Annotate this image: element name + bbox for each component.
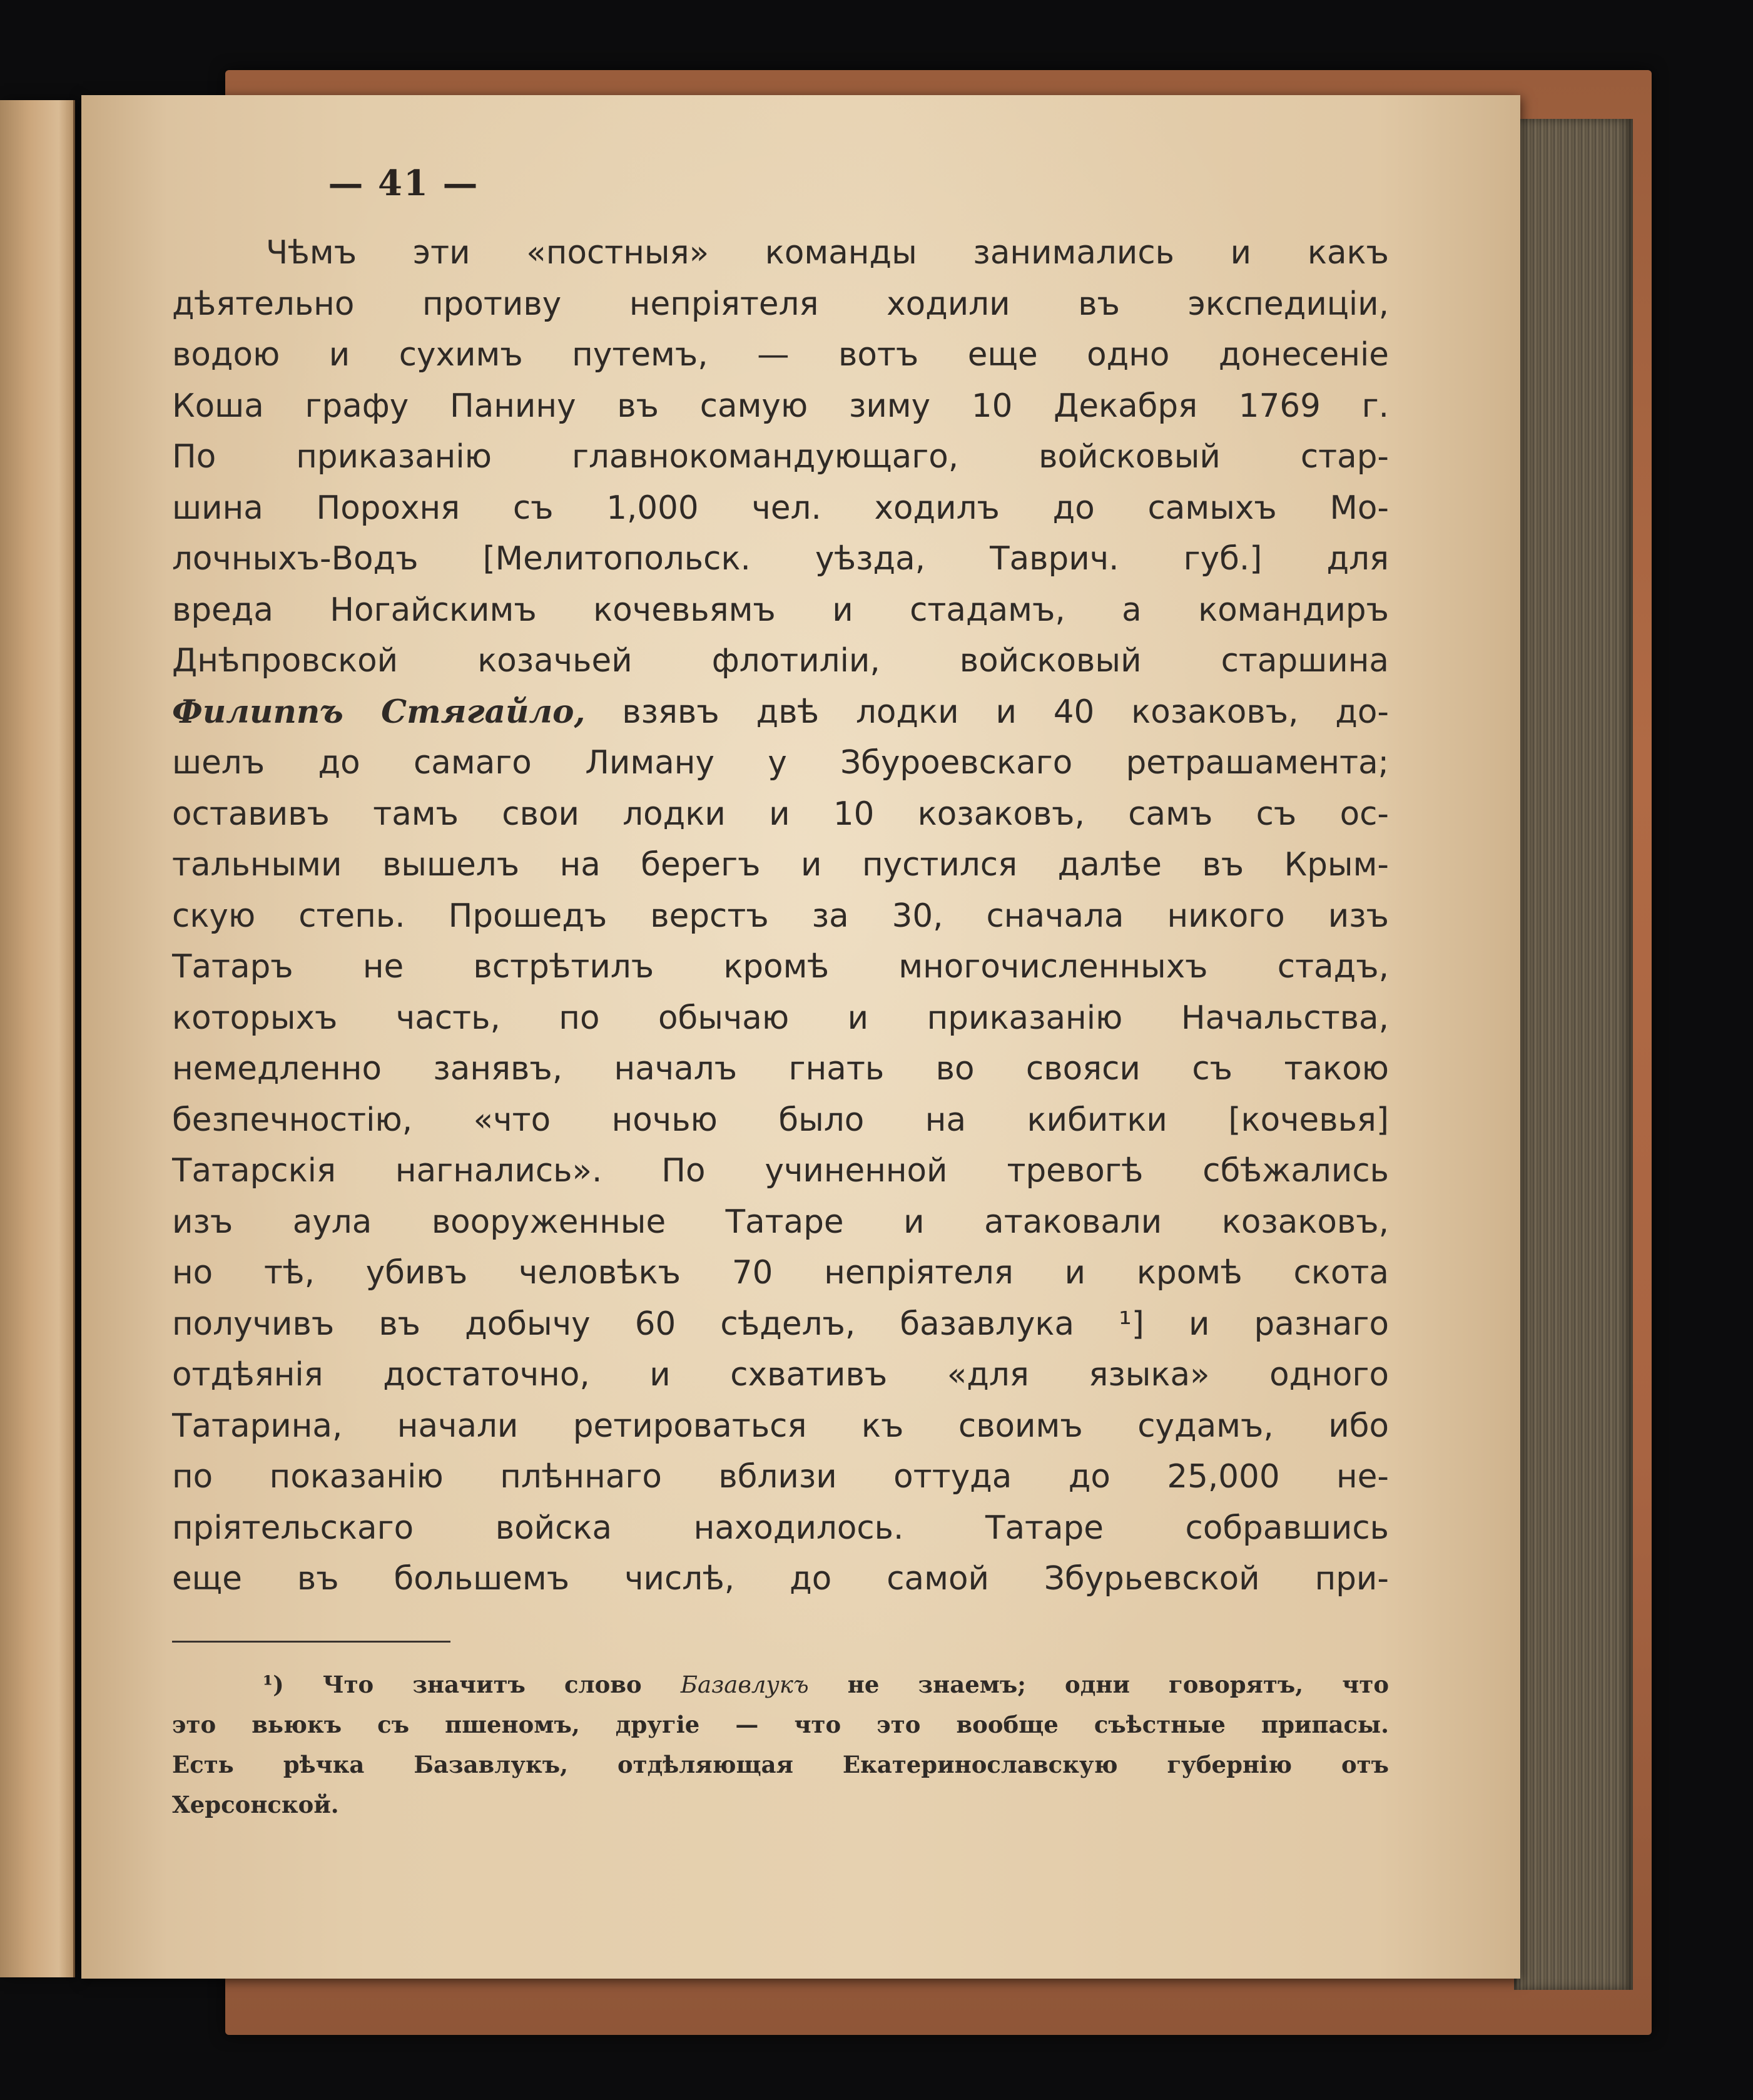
text-line: скую степь. Прошедъ верстъ за 30, сначала никого изъ (172, 897, 1389, 935)
text-line: дѣятельно противу непріятеля ходили въ экспедиціи, (172, 285, 1389, 323)
text-line: пріятельскаго войска находилось. Татаре собравшись (172, 1509, 1389, 1547)
text-line: По приказанію главнокомандующаго, войсковый стар- (172, 438, 1389, 476)
text-line-with-name (172, 687, 1389, 738)
text-line: Татаръ не встрѣтилъ кромѣ многочисленныхъ стадъ, (172, 948, 1389, 986)
text-line: получивъ въ добычу 60 сѣделъ, базавлука ¹] и разнаго (172, 1305, 1389, 1343)
text-line: еще въ большемъ числѣ, до самой Збурьевской при- (172, 1560, 1389, 1598)
body-text (172, 228, 1389, 1605)
text-line: шина Порохня съ 1,000 чел. ходилъ до самыхъ Мо- (172, 489, 1389, 527)
footnote-line: Херсонской. (172, 1791, 339, 1818)
footnote-line (172, 1664, 1389, 1705)
page-block-edges (1514, 119, 1633, 1990)
footnote-text: Что значитъ слово (283, 1671, 681, 1698)
text-line: по показанію плѣннаго вблизи оттуда до 25,000 не- (172, 1458, 1389, 1496)
footnote-term: Базавлукъ (680, 1671, 809, 1698)
footnote-divider (172, 1641, 450, 1643)
previous-page-edge (0, 100, 75, 1977)
book-page (81, 95, 1520, 1979)
text-line: Коша графу Панину въ самую зиму 10 Декабря 1769 г. (172, 387, 1389, 425)
text-line: водою и сухимъ путемъ, — вотъ еще одно донесеніе (172, 336, 1389, 374)
text-line: изъ аула вооруженные Татаре и атаковали козаковъ, (172, 1203, 1389, 1241)
text-line: Чѣмъ эти «постныя» команды занимались и какъ (266, 234, 1389, 272)
page-number: — 41 — (328, 163, 479, 204)
text-line: но тѣ, убивъ человѣкъ 70 непріятеля и кромѣ скота (172, 1254, 1389, 1292)
text-line: которыхъ часть, по обычаю и приказанію Начальства, (172, 999, 1389, 1037)
text-line: немедленно занявъ, началъ гнать во свояси съ такою (172, 1050, 1389, 1088)
footnote-line: Есть рѣчка Базавлукъ, отдѣляющая Екатеринославскую губернію отъ (172, 1751, 1389, 1778)
text-line: оставивъ тамъ свои лодки и 10 козаковъ, самъ съ ос- (172, 795, 1389, 833)
text-line: Татарскія нагнались». По учиненной тревогѣ сбѣжались (172, 1152, 1389, 1190)
text-line: Днѣпровской козачьей флотиліи, войсковый старшина (172, 642, 1389, 680)
footnote-marker: ¹) (263, 1671, 284, 1698)
text-line-rest: взявъ двѣ лодки и 40 козаковъ, до- (585, 693, 1389, 731)
footnote-line: это вьюкъ съ пшеномъ, другіе — что это вообще съѣстные припасы. (172, 1711, 1389, 1738)
text-line: отдѣянія достаточно, и схвативъ «для языка» одного (172, 1356, 1389, 1394)
text-line: тальными вышелъ на берегъ и пустился далѣе въ Крым- (172, 846, 1389, 884)
text-line: безпечностію, «что ночью было на кибитки [кочевья] (172, 1101, 1389, 1139)
text-line: шелъ до самаго Лиману у Збуроевскаго ретрашамента; (172, 744, 1389, 782)
footnote (172, 1664, 1389, 1825)
text-line: вреда Ногайскимъ кочевьямъ и стадамъ, а командиръ (172, 591, 1389, 629)
person-name: Филиппъ Стягайло, (172, 693, 586, 731)
footnote-text: не знаемъ; одни говорятъ, что (808, 1671, 1389, 1698)
text-line: лочныхъ-Водъ [Мелитопольск. уѣзда, Таврич. губ.] для (172, 540, 1389, 578)
text-line: Татарина, начали ретироваться къ своимъ судамъ, ибо (172, 1407, 1389, 1445)
